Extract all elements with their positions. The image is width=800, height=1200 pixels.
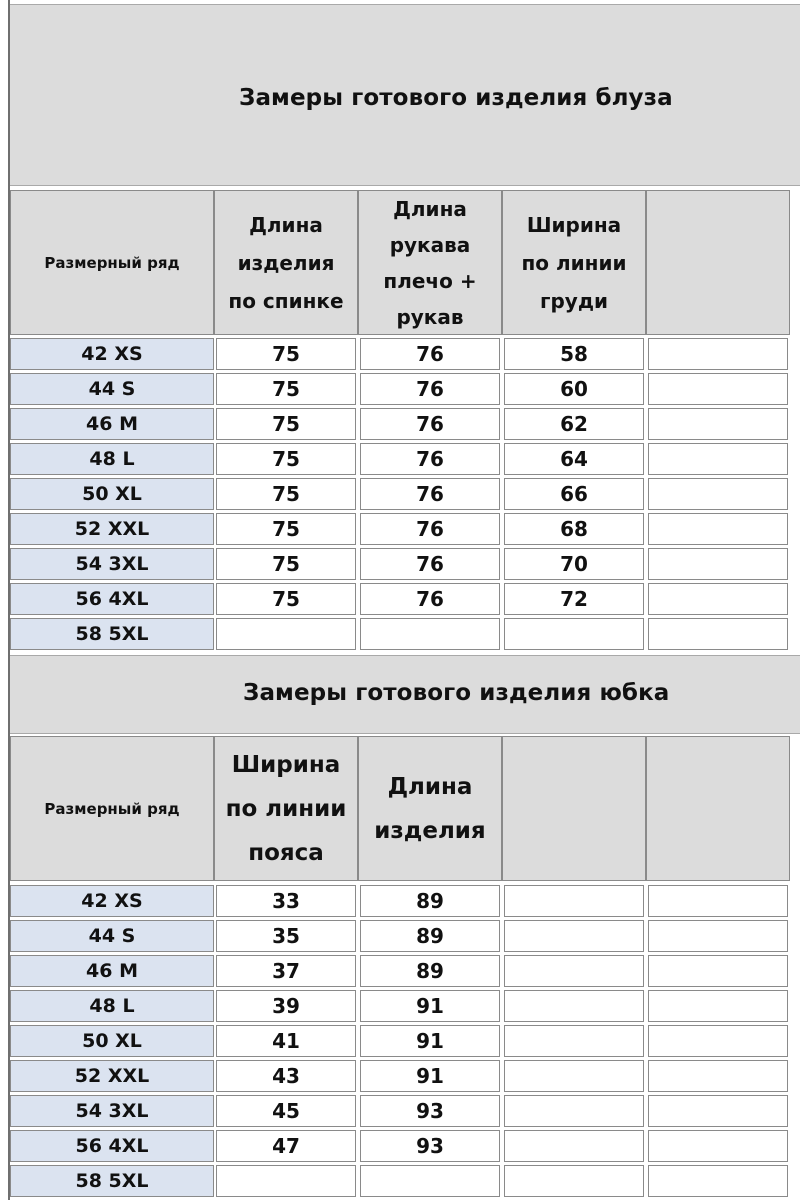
skirt-row-585xl-length [360,1165,500,1197]
skirt-row-52xxl-length: 91 [360,1060,500,1092]
blouse-size-585xl: 58 5XL [10,618,214,650]
blouse-row-50xl-chest: 66 [504,478,644,510]
blouse-row-52xxl-back: 75 [216,513,356,545]
skirt-row-46m-length: 89 [360,955,500,987]
skirt-row-564xl-length: 93 [360,1130,500,1162]
skirt-row-42xs-empty-1 [504,885,644,917]
skirt-size-543xl: 54 3XL [10,1095,214,1127]
blouse-row-564xl-chest: 72 [504,583,644,615]
blouse-row-50xl-sleeve: 76 [360,478,500,510]
blouse-row-52xxl-sleeve: 76 [360,513,500,545]
skirt-row-564xl-empty-2 [648,1130,788,1162]
blouse-size-564xl: 56 4XL [10,583,214,615]
skirt-header-empty-2 [646,736,790,881]
skirt-row-44s-length: 89 [360,920,500,952]
blouse-header-size: Размерный ряд [10,190,214,335]
skirt-row-585xl-empty-2 [648,1165,788,1197]
blouse-size-42xs: 42 XS [10,338,214,370]
skirt-row-50xl-length: 91 [360,1025,500,1057]
blouse-row-543xl-back: 75 [216,548,356,580]
skirt-row-46m-waist: 37 [216,955,356,987]
blouse-size-543xl: 54 3XL [10,548,214,580]
blouse-row-44s-chest: 60 [504,373,644,405]
skirt-row-543xl-empty-2 [648,1095,788,1127]
skirt-title-band [10,655,800,734]
skirt-row-564xl-empty-1 [504,1130,644,1162]
blouse-row-50xl-empty [648,478,788,510]
skirt-row-52xxl-empty-2 [648,1060,788,1092]
blouse-row-46m-back: 75 [216,408,356,440]
skirt-size-585xl: 58 5XL [10,1165,214,1197]
blouse-row-44s-empty [648,373,788,405]
blouse-row-42xs-chest: 58 [504,338,644,370]
blouse-row-50xl-back: 75 [216,478,356,510]
skirt-size-44s: 44 S [10,920,214,952]
blouse-row-42xs-sleeve: 76 [360,338,500,370]
blouse-row-543xl-empty [648,548,788,580]
skirt-title: Замеры готового изделия юбка [243,680,670,706]
skirt-row-543xl-waist: 45 [216,1095,356,1127]
blouse-row-543xl-sleeve: 76 [360,548,500,580]
skirt-row-52xxl-waist: 43 [216,1060,356,1092]
skirt-row-44s-waist: 35 [216,920,356,952]
blouse-row-564xl-empty [648,583,788,615]
blouse-title: Замеры готового изделия блуза [239,85,673,111]
skirt-size-50xl: 50 XL [10,1025,214,1057]
blouse-header-empty [646,190,790,335]
blouse-row-44s-back: 75 [216,373,356,405]
skirt-row-44s-empty-2 [648,920,788,952]
skirt-row-585xl-empty-1 [504,1165,644,1197]
skirt-row-42xs-empty-2 [648,885,788,917]
skirt-header-empty-1 [502,736,646,881]
skirt-row-48l-empty-2 [648,990,788,1022]
skirt-row-46m-empty-2 [648,955,788,987]
blouse-row-42xs-back: 75 [216,338,356,370]
skirt-row-50xl-waist: 41 [216,1025,356,1057]
blouse-row-543xl-chest: 70 [504,548,644,580]
skirt-header-length: Длина изделия [358,736,502,881]
blouse-row-46m-sleeve: 76 [360,408,500,440]
blouse-row-48l-chest: 64 [504,443,644,475]
skirt-row-50xl-empty-2 [648,1025,788,1057]
blouse-row-46m-empty [648,408,788,440]
skirt-row-564xl-waist: 47 [216,1130,356,1162]
skirt-row-48l-waist: 39 [216,990,356,1022]
skirt-row-50xl-empty-1 [504,1025,644,1057]
skirt-row-52xxl-empty-1 [504,1060,644,1092]
blouse-size-46m: 46 M [10,408,214,440]
blouse-row-52xxl-chest: 68 [504,513,644,545]
blouse-row-585xl-sleeve [360,618,500,650]
skirt-row-543xl-length: 93 [360,1095,500,1127]
skirt-size-52xxl: 52 XXL [10,1060,214,1092]
skirt-row-42xs-length: 89 [360,885,500,917]
skirt-row-42xs-waist: 33 [216,885,356,917]
blouse-size-50xl: 50 XL [10,478,214,510]
blouse-row-48l-back: 75 [216,443,356,475]
blouse-row-585xl-chest [504,618,644,650]
skirt-row-46m-empty-1 [504,955,644,987]
blouse-row-585xl-empty [648,618,788,650]
blouse-row-48l-sleeve: 76 [360,443,500,475]
skirt-size-48l: 48 L [10,990,214,1022]
skirt-size-46m: 46 M [10,955,214,987]
blouse-row-564xl-back: 75 [216,583,356,615]
blouse-row-48l-empty [648,443,788,475]
blouse-row-44s-sleeve: 76 [360,373,500,405]
blouse-row-42xs-empty [648,338,788,370]
blouse-row-585xl-back [216,618,356,650]
skirt-row-585xl-waist [216,1165,356,1197]
blouse-title-band [10,4,800,186]
blouse-size-44s: 44 S [10,373,214,405]
blouse-header-back-length: Длина изделия по спинке [214,190,358,335]
blouse-size-48l: 48 L [10,443,214,475]
skirt-row-48l-length: 91 [360,990,500,1022]
blouse-header-chest-width: Ширина по линии груди [502,190,646,335]
skirt-row-48l-empty-1 [504,990,644,1022]
skirt-header-waist-width: Ширина по линии пояса [214,736,358,881]
blouse-row-564xl-sleeve: 76 [360,583,500,615]
skirt-row-44s-empty-1 [504,920,644,952]
skirt-size-42xs: 42 XS [10,885,214,917]
skirt-row-543xl-empty-1 [504,1095,644,1127]
blouse-row-52xxl-empty [648,513,788,545]
blouse-row-46m-chest: 62 [504,408,644,440]
blouse-header-sleeve-length: Длина рукава плечо + рукав [358,190,502,335]
skirt-size-564xl: 56 4XL [10,1130,214,1162]
skirt-header-size: Размерный ряд [10,736,214,881]
blouse-size-52xxl: 52 XXL [10,513,214,545]
